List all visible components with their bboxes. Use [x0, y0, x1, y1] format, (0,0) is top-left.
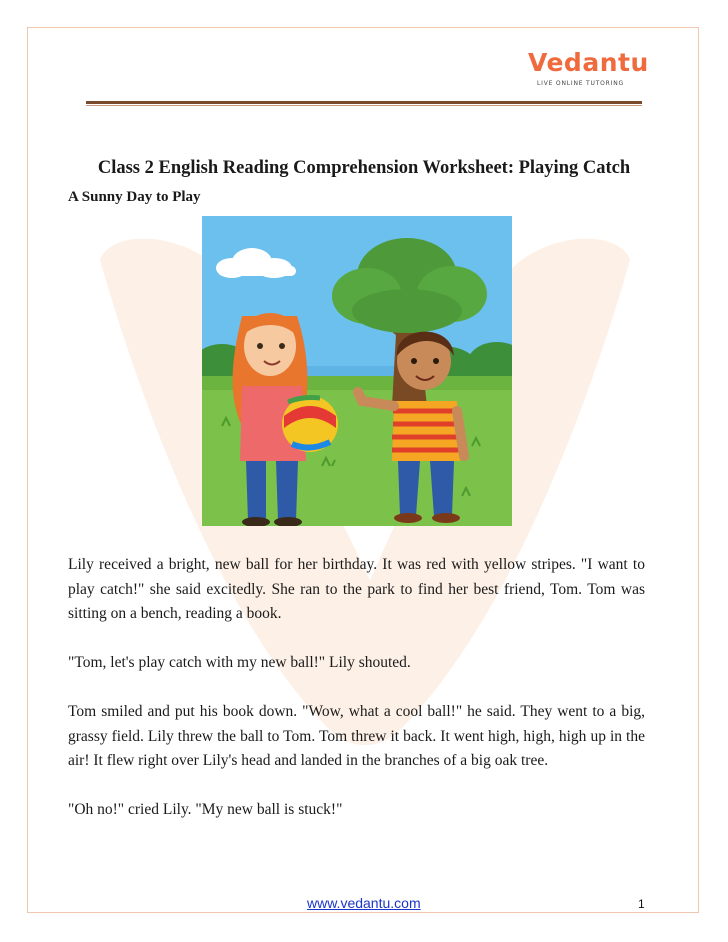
story-paragraph-3: Tom smiled and put his book down. "Wow, what a cool ball!" he said. They went to a big, grassy field. Lily threw the ball to Tom. Tom threw it back. It went high, high, high up in the air! It flew right over Lily's head and landed in the branches of a big oak tree. [68, 703, 645, 769]
two-children-park-ball-illustration [202, 216, 512, 526]
header-divider [86, 101, 642, 104]
header-divider-thin [86, 105, 642, 106]
page-number: 1 [638, 897, 645, 911]
story-paragraph-2: "Tom, let's play catch with my new ball!" Lily shouted. [68, 654, 411, 671]
logo-tagline: LIVE ONLINE TUTORING [537, 80, 624, 87]
ball-icon [282, 396, 338, 452]
story-paragraph-1: Lily received a bright, new ball for her birthday. It was red with yellow stripes. "I want to play catch!" she said excitedly. She ran to the park to find her best friend, Tom. Tom was sitting on a bench, reading a book. [68, 556, 645, 622]
worksheet-title: Class 2 English Reading Comprehension Worksheet: Playing Catch [97, 158, 631, 178]
story-paragraph-4: "Oh no!" cried Lily. "My new ball is stuck!" [68, 801, 343, 818]
logo-wordmark: Vedantu [528, 48, 649, 77]
section-heading: A Sunny Day to Play [68, 189, 201, 205]
vedantu-logo[interactable] [528, 48, 649, 92]
footer-website-link[interactable]: www.vedantu.com [307, 895, 421, 911]
story-text [68, 553, 645, 847]
